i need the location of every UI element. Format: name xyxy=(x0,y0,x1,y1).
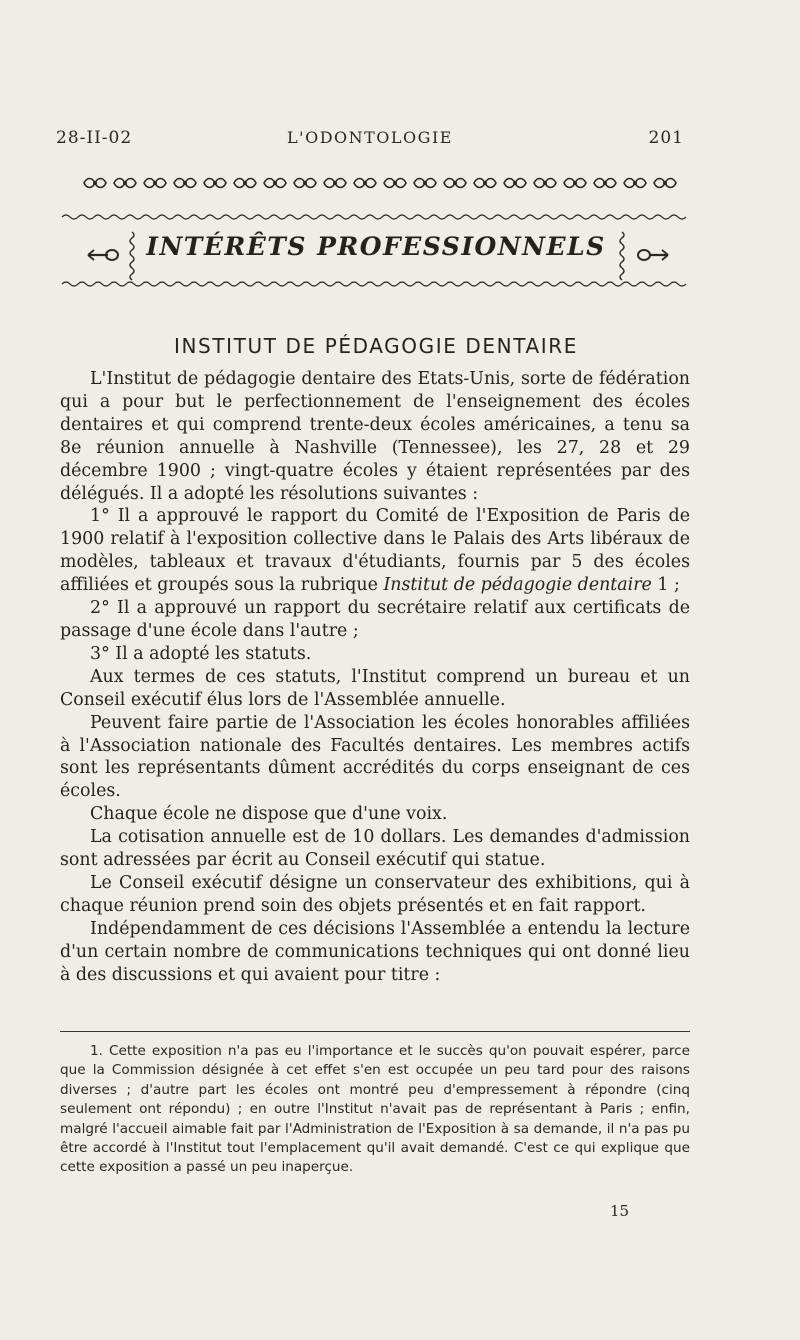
knot-ornament-icon xyxy=(142,176,168,190)
section-banner xyxy=(60,212,692,292)
paragraph: 3° Il a adopté les statuts. xyxy=(90,643,312,664)
knot-ornament-icon xyxy=(82,176,108,190)
knot-ornament-icon xyxy=(592,176,618,190)
paragraph: Aux termes de ces statuts, l'Institut comprend un bureau et un Conseil exécutif élus lors de l'Assemblée annuelle. xyxy=(60,666,690,710)
paragraph: Chaque école ne dispose que d'une voix. xyxy=(90,804,448,825)
knot-ornament-icon xyxy=(652,176,678,190)
knot-ornament-icon xyxy=(532,176,558,190)
knot-ornament-icon xyxy=(562,176,588,190)
knot-ornament-icon xyxy=(472,176,498,190)
paragraph: Indépendamment de ces décisions l'Assemblée a entendu la lecture d'un certain nombre de communications techniques qui ont donné lieu à des discussions et qui avaient pour titre : xyxy=(60,918,690,985)
journal-name: L'ODONTOLOGIE xyxy=(287,128,453,147)
paragraph: Peuvent faire partie de l'Association les écoles honorables affiliées à l'Association nationale des Facultés dentaires. Les membres actifs sont les représentants dûment accrédités du corps enseignant de ces écoles. xyxy=(60,712,690,802)
rubric-suffix: 1 ; xyxy=(651,575,680,596)
signature-mark: 15 xyxy=(610,1202,630,1220)
knot-ornament-icon xyxy=(202,176,228,190)
paragraph: 2° Il a approuvé un rapport du secrétaire relatif aux certificats de passage d'une école dans l'autre ; xyxy=(60,598,690,641)
knot-ornament-icon xyxy=(262,176,288,190)
page-number: 201 xyxy=(648,128,684,148)
paragraph: Le Conseil exécutif désigne un conservateur des exhibitions, qui à chaque réunion prend soin des objets présentés et en fait rapport. xyxy=(60,872,690,916)
knot-ornament-icon xyxy=(232,176,258,190)
knot-ornament-icon xyxy=(352,176,378,190)
knot-ornament-icon xyxy=(622,176,648,190)
paragraph: La cotisation annuelle est de 10 dollars. Les demandes d'admission sont adressées par écrit au Conseil exécutif qui statue. xyxy=(60,827,690,871)
article-title: INSTITUT DE PÉDAGOGIE DENTAIRE xyxy=(174,334,578,358)
decorative-knot-border xyxy=(82,176,678,190)
knot-ornament-icon xyxy=(502,176,528,190)
paragraph xyxy=(60,505,690,597)
knot-ornament-icon xyxy=(322,176,348,190)
knot-ornament-icon xyxy=(382,176,408,190)
knot-ornament-icon xyxy=(412,176,438,190)
issue-date: 28-II-02 xyxy=(56,128,133,148)
paragraph-text: 1° Il a approuvé le rapport du Comité de l'Exposition de Paris de 1900 relatif à l'exposition collective dans le Palais des Arts libéraux de modèles, tableaux et travaux d'étudiants, fournis par 5 des écoles affiliées et groupés sous la rubrique xyxy=(60,506,690,596)
knot-ornament-icon xyxy=(112,176,138,190)
knot-ornament-icon xyxy=(292,176,318,190)
banner-title: INTÉRÊTS PROFESSIONNELS xyxy=(146,232,606,261)
knot-ornament-icon xyxy=(442,176,468,190)
footnote-rule xyxy=(60,1031,690,1032)
rubric-title: Institut de pédagogie dentaire xyxy=(383,575,652,596)
article-body xyxy=(60,368,690,986)
footnote: 1. Cette exposition n'a pas eu l'importance et le succès qu'on pouvait espérer, parce que la Commission désignée à cet effet s'en est occupée un peu tard pour des raisons diverses ; d'autre part les écoles ont montré peu d'empressement à répondre (cinq seulement ont répondu) ; en outre l'Institut n'avait pas de représentant à Paris ; enfin, malgré l'accueil aimable fait par l'Administration de l'Exposition à sa demande, il n'a pas pu être accordé à l'Institut tout l'emplacement qu'il avait demandé. C'est ce qui explique que cette exposition a passé un peu inaperçue. xyxy=(60,1043,690,1176)
knot-ornament-icon xyxy=(172,176,198,190)
paragraph: L'Institut de pédagogie dentaire des Etats-Unis, sorte de fédération qui a pour but le perfectionnement de l'enseignement des écoles dentaires et qui comprend trente-deux écoles américaines, a tenu sa 8e réunion annuelle à Nashville (Tennessee), les 27, 28 et 29 décembre 1900 ; vingt-quatre écoles y étaient représentées par des délégués. Il a adopté les résolutions suivantes : xyxy=(60,369,690,504)
